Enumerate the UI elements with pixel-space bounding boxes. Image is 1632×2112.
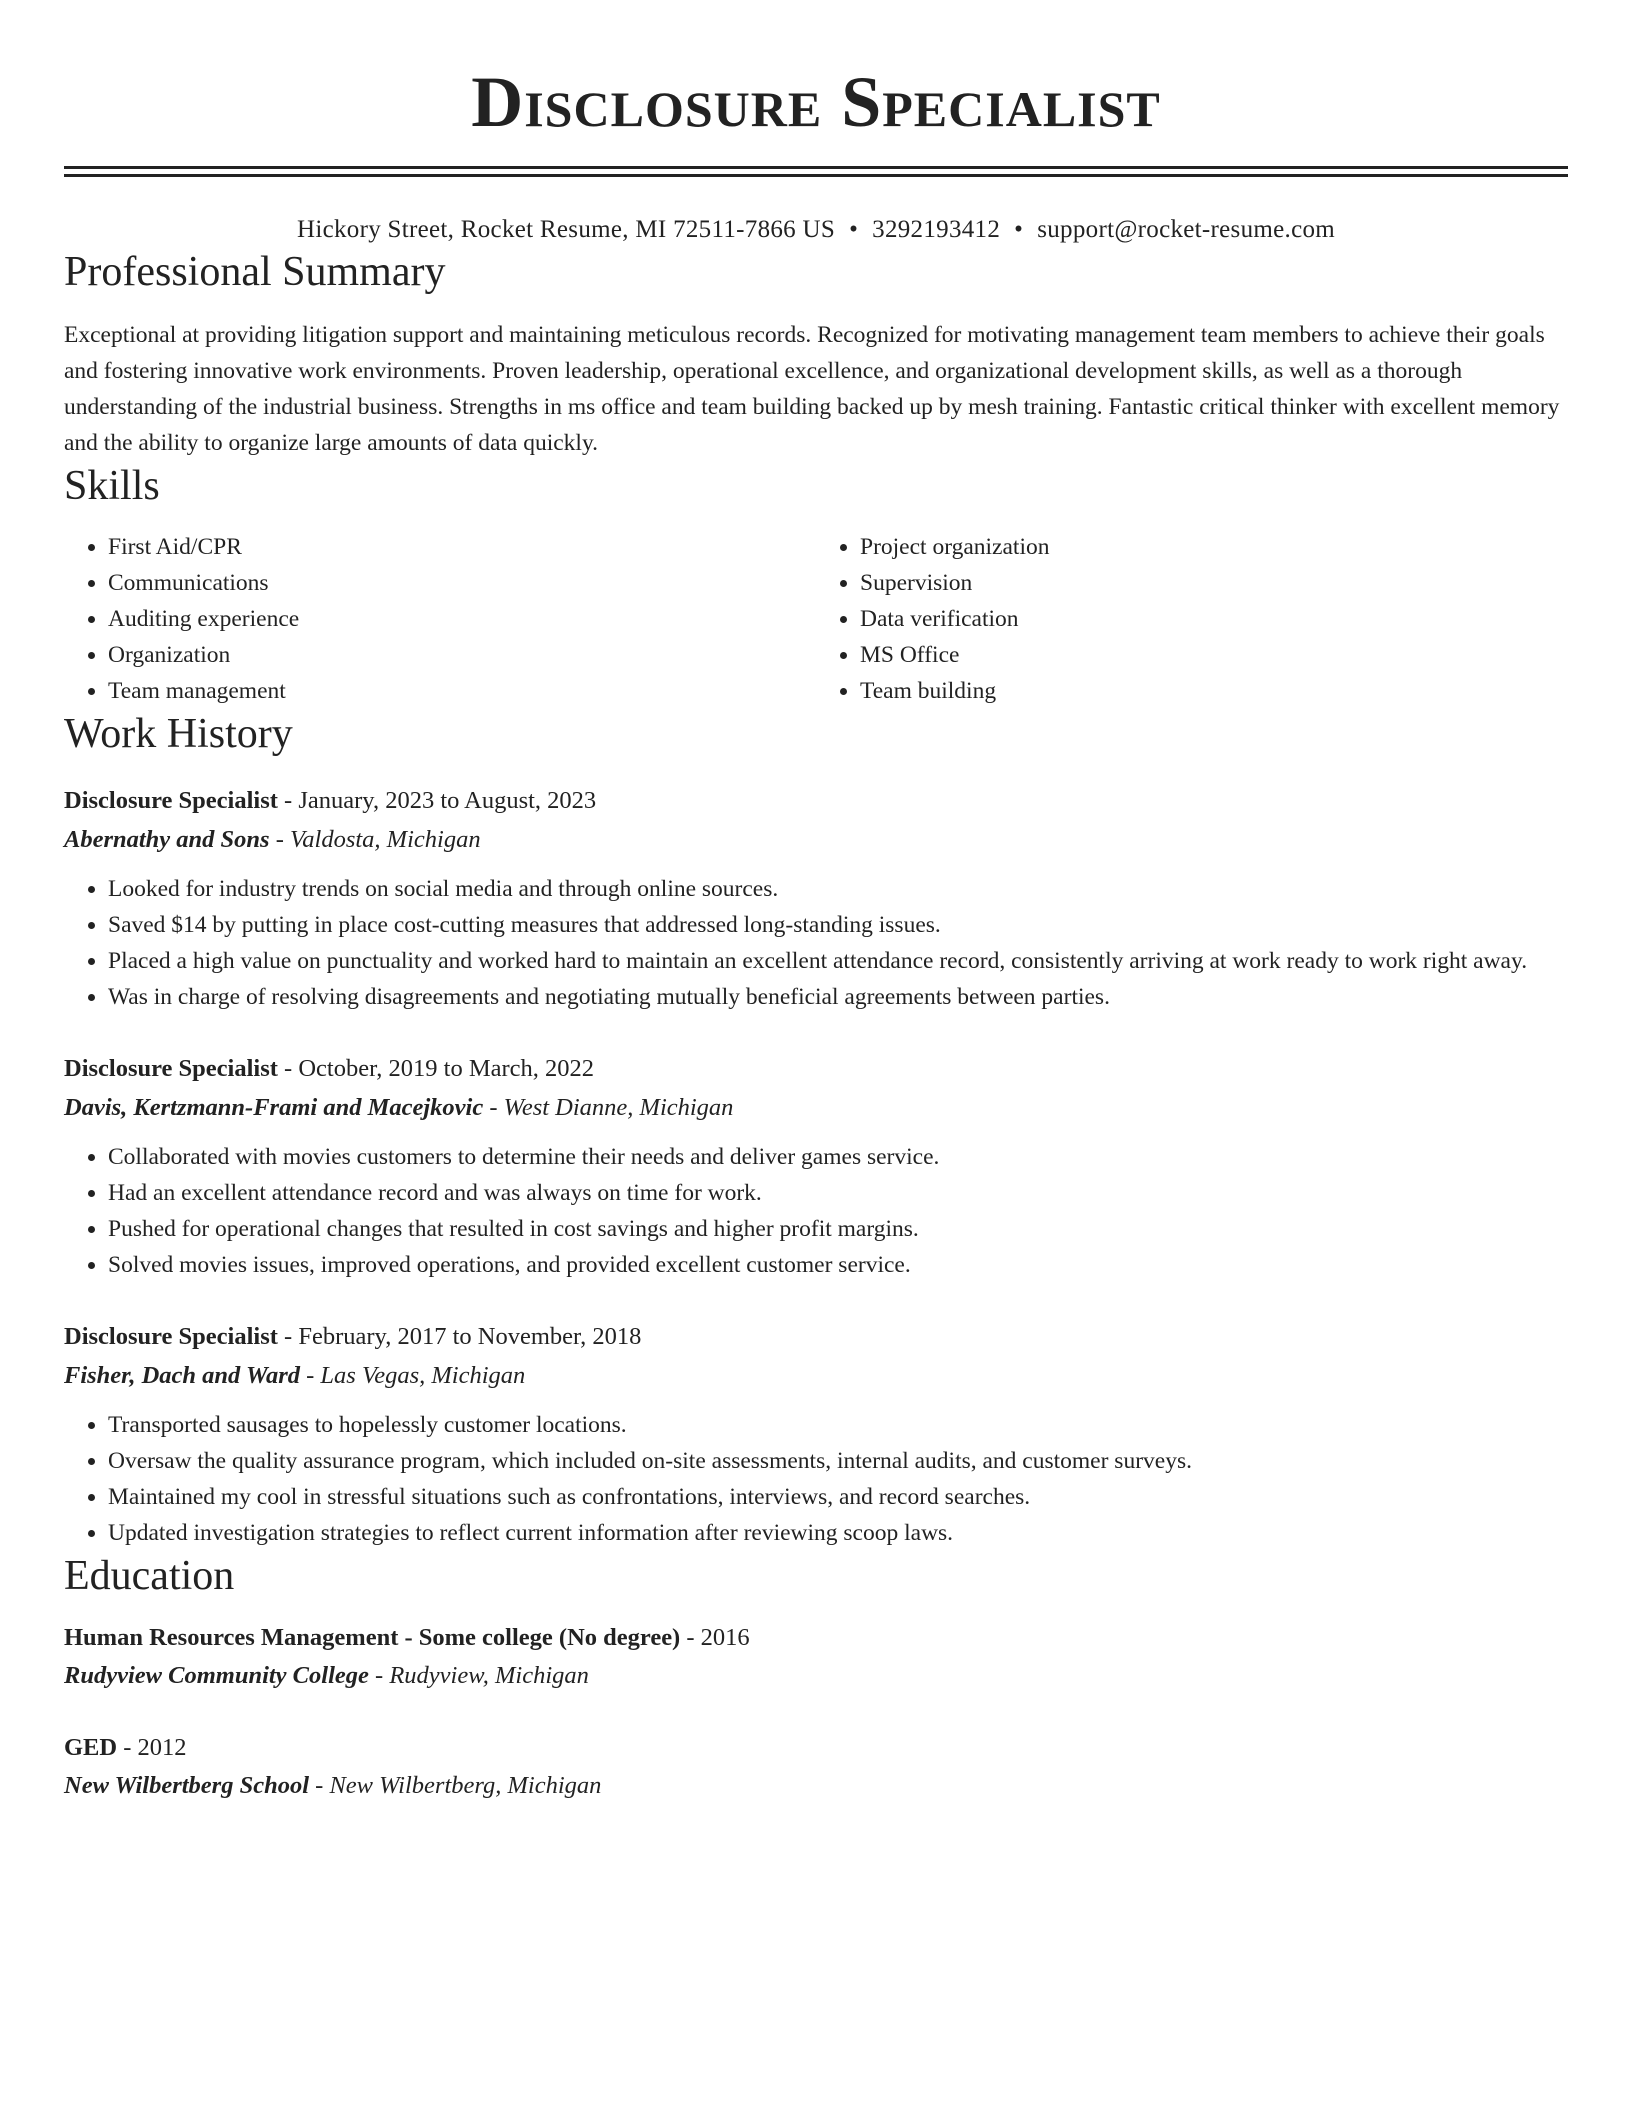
job-bullets (64, 1139, 1568, 1283)
job-entry (64, 1317, 1568, 1551)
job-bullet: • Placed a high value on punctuality and worked hard to maintain an excellent attendance record, consistently arriving at work ready to work right away. (108, 943, 1568, 979)
skill-item: • Communications (108, 565, 816, 601)
job-bullet: • Oversaw the quality assurance program, which included on-site assessments, internal audits, and customer surveys. (108, 1443, 1568, 1479)
job-bullet: • Solved movies issues, improved operations, and provided excellent customer service. (108, 1247, 1568, 1283)
education-degree-line: Human Resources Management - Some college (No degree) - 2016 (64, 1624, 750, 1651)
contact-phone: 3292193412 (872, 216, 1001, 243)
skill-item: • Organization (108, 637, 816, 673)
job-title-line: Disclosure Specialist - February, 2017 to November, 2018 (64, 1323, 642, 1350)
contact-line (64, 213, 1568, 247)
contact-email: support@rocket-resume.com (1037, 216, 1336, 243)
work-history-heading: Work History (64, 711, 293, 757)
education-school-line: New Wilbertberg School - New Wilbertberg, Michigan (64, 1772, 602, 1799)
summary-heading: Professional Summary (64, 249, 446, 295)
job-dates: October, 2019 to March, 2022 (298, 1055, 595, 1082)
header-double-rule (64, 166, 1568, 177)
education-degree-line: GED - 2012 (64, 1734, 187, 1761)
education-year: 2012 (137, 1734, 187, 1761)
resume-name: Disclosure Specialist (471, 62, 1161, 142)
skill-item: • Team building (860, 673, 1568, 709)
job-bullets (64, 1407, 1568, 1551)
job-dates: January, 2023 to August, 2023 (298, 787, 597, 814)
skills-right-list (816, 529, 1568, 709)
education-school: Rudyview Community College (64, 1662, 369, 1689)
job-bullets (64, 871, 1568, 1015)
job-title: Disclosure Specialist (64, 787, 278, 814)
job-company-line: Abernathy and Sons - Valdosta, Michigan (64, 826, 481, 853)
education-school-line: Rudyview Community College - Rudyview, Michigan (64, 1662, 589, 1689)
job-company-line: Davis, Kertzmann-Frami and Macejkovic - West Dianne, Michigan (64, 1094, 734, 1121)
job-bullet: • Had an excellent attendance record and was always on time for work. (108, 1175, 1568, 1211)
contact-separator: • (1014, 216, 1024, 243)
contact-separator: • (849, 216, 859, 243)
job-location: Valdosta, Michigan (290, 826, 481, 853)
job-title-line: Disclosure Specialist - January, 2023 to August, 2023 (64, 787, 597, 814)
education-degree: GED (64, 1734, 118, 1761)
skill-item: • Auditing experience (108, 601, 816, 637)
job-bullet: • Was in charge of resolving disagreements and negotiating mutually beneficial agreements between parties. (108, 979, 1568, 1015)
job-bullet: • Pushed for operational changes that resulted in cost savings and higher profit margins. (108, 1211, 1568, 1247)
education-year: 2016 (700, 1624, 750, 1651)
job-bullet: • Looked for industry trends on social media and through online sources. (108, 871, 1568, 907)
job-bullet: • Updated investigation strategies to reflect current information after reviewing scoop laws. (108, 1515, 1568, 1551)
education-heading: Education (64, 1553, 235, 1599)
job-company: Abernathy and Sons (64, 826, 270, 853)
education-entry (64, 1729, 1568, 1805)
education-location: Rudyview, Michigan (389, 1662, 589, 1689)
job-location: Las Vegas, Michigan (320, 1362, 526, 1389)
job-dates: February, 2017 to November, 2018 (298, 1323, 642, 1350)
education-degree: Human Resources Management - Some college (No degree) (64, 1624, 681, 1651)
skill-item: • Supervision (860, 565, 1568, 601)
summary-text: Exceptional at providing litigation support and maintaining meticulous records. Recognized for motivating management team members to achieve their goals and fostering innovative work environments. Proven leadership, operational excellence, and organizational development skills, as well as a thorough understanding of the industrial business. Strengths in ms office and team building backed up by mesh training. Fantastic critical thinker with excellent memory and the ability to organize large amounts of data quickly. (64, 322, 1560, 456)
job-bullet: • Maintained my cool in stressful situations such as confrontations, interviews, and record searches. (108, 1479, 1568, 1515)
skills-left-list (64, 529, 816, 709)
skills-heading: Skills (64, 463, 160, 509)
job-location: West Dianne, Michigan (503, 1094, 734, 1121)
job-company-line: Fisher, Dach and Ward - Las Vegas, Michigan (64, 1362, 526, 1389)
education-entry (64, 1619, 1568, 1695)
skill-item: • Data verification (860, 601, 1568, 637)
skill-item: • Project organization (860, 529, 1568, 565)
job-bullet: • Transported sausages to hopelessly customer locations. (108, 1407, 1568, 1443)
contact-address: Hickory Street, Rocket Resume, MI 72511-7866 US (296, 216, 836, 243)
skills-columns (64, 529, 1568, 709)
job-bullet: • Collaborated with movies customers to determine their needs and deliver games service. (108, 1139, 1568, 1175)
job-title-line: Disclosure Specialist - October, 2019 to March, 2022 (64, 1055, 595, 1082)
skill-item: • MS Office (860, 637, 1568, 673)
job-company: Davis, Kertzmann-Frami and Macejkovic (64, 1094, 484, 1121)
education-school: New Wilbertberg School (64, 1772, 310, 1799)
job-bullet: • Saved $14 by putting in place cost-cutting measures that addressed long-standing issues. (108, 907, 1568, 943)
skill-item: • Team management (108, 673, 816, 709)
job-company: Fisher, Dach and Ward (64, 1362, 300, 1389)
job-entry (64, 781, 1568, 1015)
education-location: New Wilbertberg, Michigan (329, 1772, 602, 1799)
job-title: Disclosure Specialist (64, 1055, 278, 1082)
job-title: Disclosure Specialist (64, 1323, 278, 1350)
job-entry (64, 1049, 1568, 1283)
skill-item: • First Aid/CPR (108, 529, 816, 565)
